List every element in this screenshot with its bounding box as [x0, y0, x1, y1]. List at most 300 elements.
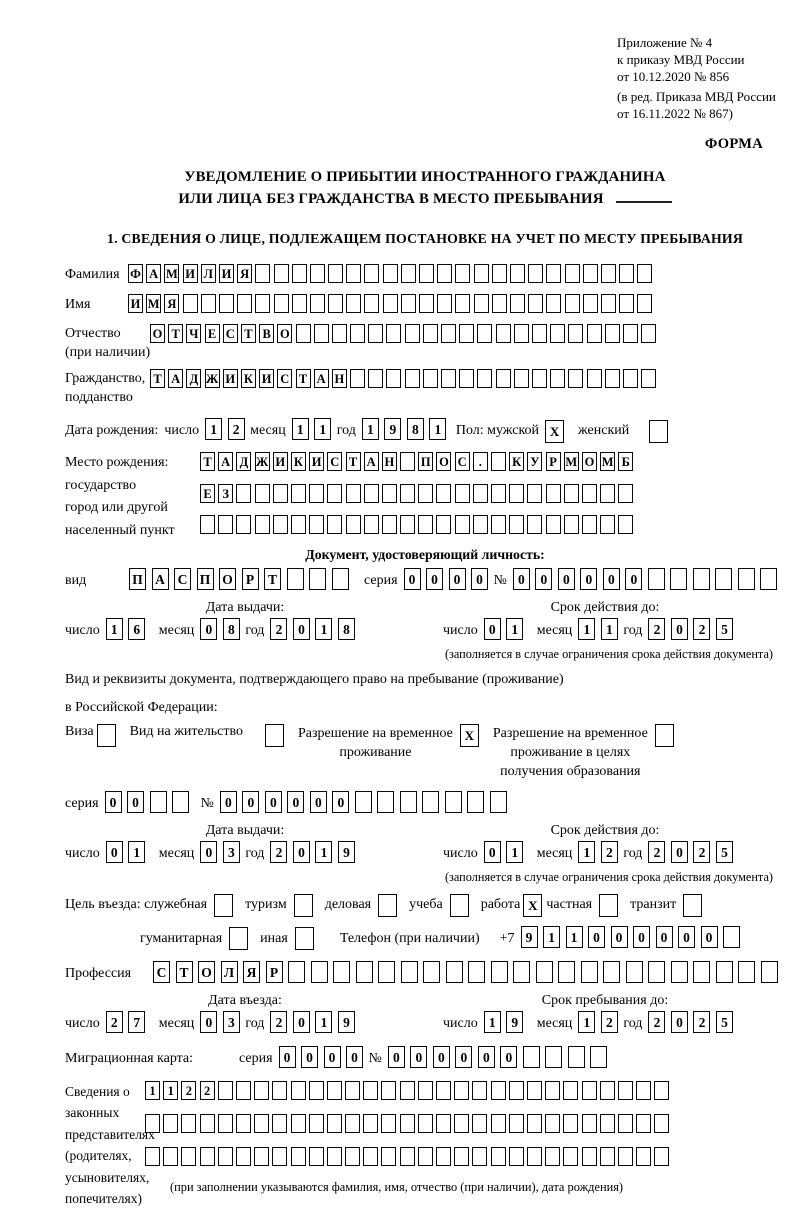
char-cell[interactable]: Т [241, 324, 256, 343]
char-cell[interactable] [400, 515, 415, 534]
char-cell[interactable]: 0 [449, 568, 466, 590]
char-cell[interactable] [310, 294, 325, 313]
char-cell[interactable] [618, 1114, 633, 1133]
purpose-work-checkbox[interactable]: X [523, 894, 542, 917]
char-cell[interactable] [309, 484, 324, 503]
char-cell[interactable] [292, 294, 307, 313]
char-cell[interactable]: 0 [200, 618, 217, 640]
char-cell[interactable] [496, 324, 511, 343]
char-cell[interactable]: 8 [223, 618, 240, 640]
char-cell[interactable] [491, 452, 506, 471]
char-cell[interactable] [491, 1081, 506, 1100]
char-cell[interactable]: А [152, 568, 169, 590]
char-cell[interactable] [386, 324, 401, 343]
char-cell[interactable]: 6 [128, 618, 145, 640]
char-cell[interactable]: 9 [338, 1011, 355, 1033]
char-cell[interactable]: 1 [506, 618, 523, 640]
char-cell[interactable] [564, 484, 579, 503]
char-cell[interactable]: 0 [471, 568, 488, 590]
char-cell[interactable] [314, 324, 329, 343]
char-cell[interactable]: У [527, 452, 542, 471]
char-cell[interactable] [418, 1114, 433, 1133]
char-cell[interactable] [368, 369, 383, 388]
char-cell[interactable] [400, 791, 417, 813]
char-cell[interactable] [364, 515, 379, 534]
char-cell[interactable] [345, 1114, 360, 1133]
char-cell[interactable] [201, 294, 216, 313]
char-cell[interactable] [491, 484, 506, 503]
char-cell[interactable]: 2 [200, 1081, 215, 1100]
char-cell[interactable] [400, 1081, 415, 1100]
char-cell[interactable]: Л [201, 264, 216, 283]
char-cell[interactable] [423, 324, 438, 343]
purpose-official-checkbox[interactable] [214, 894, 233, 917]
char-cell[interactable] [255, 484, 270, 503]
char-cell[interactable]: 2 [181, 1081, 196, 1100]
char-cell[interactable] [474, 294, 489, 313]
char-cell[interactable] [311, 961, 328, 983]
char-cell[interactable] [236, 515, 251, 534]
char-cell[interactable] [618, 515, 633, 534]
char-cell[interactable] [296, 324, 311, 343]
sex-male-checkbox[interactable]: X [545, 420, 564, 443]
char-cell[interactable] [405, 324, 420, 343]
char-cell[interactable]: 1 [145, 1081, 160, 1100]
char-cell[interactable]: К [241, 369, 256, 388]
char-cell[interactable]: 8 [338, 618, 355, 640]
char-cell[interactable] [532, 369, 547, 388]
char-cell[interactable]: А [218, 452, 233, 471]
purpose-business-checkbox[interactable] [378, 894, 397, 917]
char-cell[interactable]: 0 [404, 568, 421, 590]
char-cell[interactable] [172, 791, 189, 813]
char-cell[interactable] [436, 515, 451, 534]
char-cell[interactable] [350, 324, 365, 343]
char-cell[interactable]: 1 [292, 418, 309, 440]
char-cell[interactable] [364, 484, 379, 503]
char-cell[interactable] [491, 1114, 506, 1133]
char-cell[interactable] [437, 294, 452, 313]
char-cell[interactable]: С [223, 324, 238, 343]
char-cell[interactable] [218, 515, 233, 534]
char-cell[interactable]: 0 [200, 841, 217, 863]
char-cell[interactable]: 0 [671, 841, 688, 863]
char-cell[interactable]: 9 [338, 841, 355, 863]
char-cell[interactable]: 2 [693, 1011, 710, 1033]
char-cell[interactable]: 2 [693, 618, 710, 640]
char-cell[interactable]: Т [296, 369, 311, 388]
char-cell[interactable] [419, 294, 434, 313]
char-cell[interactable] [237, 294, 252, 313]
char-cell[interactable]: 0 [588, 926, 605, 948]
char-cell[interactable]: 2 [228, 418, 245, 440]
char-cell[interactable]: 0 [671, 1011, 688, 1033]
char-cell[interactable] [423, 369, 438, 388]
char-cell[interactable] [648, 568, 665, 590]
char-cell[interactable]: 0 [671, 618, 688, 640]
char-cell[interactable]: И [223, 369, 238, 388]
char-cell[interactable] [327, 1081, 342, 1100]
char-cell[interactable] [400, 484, 415, 503]
char-cell[interactable]: 0 [678, 926, 695, 948]
char-cell[interactable]: Ж [255, 452, 270, 471]
char-cell[interactable] [418, 515, 433, 534]
char-cell[interactable] [637, 294, 652, 313]
char-cell[interactable]: 1 [601, 618, 618, 640]
char-cell[interactable] [582, 1114, 597, 1133]
char-cell[interactable] [310, 264, 325, 283]
char-cell[interactable]: А [146, 264, 161, 283]
char-cell[interactable]: Т [346, 452, 361, 471]
char-cell[interactable]: О [219, 568, 236, 590]
char-cell[interactable] [605, 324, 620, 343]
char-cell[interactable] [558, 961, 575, 983]
char-cell[interactable] [474, 264, 489, 283]
char-cell[interactable] [346, 515, 361, 534]
char-cell[interactable] [545, 1081, 560, 1100]
char-cell[interactable]: Р [266, 961, 283, 983]
char-cell[interactable] [327, 484, 342, 503]
char-cell[interactable] [587, 369, 602, 388]
char-cell[interactable]: 0 [106, 841, 123, 863]
char-cell[interactable] [637, 264, 652, 283]
char-cell[interactable] [405, 369, 420, 388]
char-cell[interactable]: 0 [287, 791, 304, 813]
char-cell[interactable] [441, 324, 456, 343]
char-cell[interactable]: Д [186, 369, 201, 388]
purpose-other-checkbox[interactable] [295, 927, 314, 950]
purpose-tourism-checkbox[interactable] [294, 894, 313, 917]
char-cell[interactable]: Т [168, 324, 183, 343]
char-cell[interactable] [603, 961, 620, 983]
char-cell[interactable]: 1 [106, 618, 123, 640]
char-cell[interactable] [509, 1081, 524, 1100]
char-cell[interactable] [510, 264, 525, 283]
char-cell[interactable]: М [600, 452, 615, 471]
char-cell[interactable]: 2 [270, 1011, 287, 1033]
char-cell[interactable] [654, 1081, 669, 1100]
char-cell[interactable]: О [277, 324, 292, 343]
char-cell[interactable] [328, 264, 343, 283]
char-cell[interactable]: С [327, 452, 342, 471]
char-cell[interactable] [309, 568, 326, 590]
char-cell[interactable] [568, 324, 583, 343]
char-cell[interactable] [446, 961, 463, 983]
char-cell[interactable] [654, 1114, 669, 1133]
char-cell[interactable] [648, 961, 665, 983]
char-cell[interactable] [514, 369, 529, 388]
char-cell[interactable] [473, 484, 488, 503]
char-cell[interactable] [527, 484, 542, 503]
char-cell[interactable] [582, 515, 597, 534]
char-cell[interactable] [527, 1081, 542, 1100]
char-cell[interactable]: О [198, 961, 215, 983]
char-cell[interactable]: 0 [478, 1046, 495, 1068]
char-cell[interactable]: 0 [293, 618, 310, 640]
char-cell[interactable] [363, 1081, 378, 1100]
char-cell[interactable] [382, 484, 397, 503]
char-cell[interactable] [356, 961, 373, 983]
char-cell[interactable] [291, 1081, 306, 1100]
char-cell[interactable]: 0 [310, 791, 327, 813]
char-cell[interactable] [550, 324, 565, 343]
char-cell[interactable] [274, 264, 289, 283]
char-cell[interactable] [345, 1081, 360, 1100]
char-cell[interactable]: 0 [105, 791, 122, 813]
char-cell[interactable]: С [277, 369, 292, 388]
char-cell[interactable]: 0 [346, 1046, 363, 1068]
char-cell[interactable]: 5 [716, 618, 733, 640]
char-cell[interactable]: С [455, 452, 470, 471]
char-cell[interactable] [200, 515, 215, 534]
char-cell[interactable] [355, 791, 372, 813]
char-cell[interactable] [546, 264, 561, 283]
char-cell[interactable] [761, 961, 778, 983]
char-cell[interactable] [455, 294, 470, 313]
char-cell[interactable] [309, 1114, 324, 1133]
char-cell[interactable] [510, 294, 525, 313]
char-cell[interactable] [418, 484, 433, 503]
char-cell[interactable]: 1 [506, 841, 523, 863]
purpose-transit-checkbox[interactable] [683, 894, 702, 917]
char-cell[interactable] [472, 1081, 487, 1100]
char-cell[interactable] [273, 515, 288, 534]
char-cell[interactable]: Р [546, 452, 561, 471]
char-cell[interactable] [255, 264, 270, 283]
char-cell[interactable]: Т [264, 568, 281, 590]
char-cell[interactable] [455, 515, 470, 534]
char-cell[interactable] [600, 1081, 615, 1100]
char-cell[interactable] [513, 961, 530, 983]
char-cell[interactable] [273, 484, 288, 503]
char-cell[interactable] [382, 515, 397, 534]
char-cell[interactable]: 0 [293, 841, 310, 863]
char-cell[interactable]: 0 [656, 926, 673, 948]
char-cell[interactable]: А [314, 369, 329, 388]
char-cell[interactable] [619, 264, 634, 283]
char-cell[interactable]: Н [332, 369, 347, 388]
char-cell[interactable]: 2 [270, 841, 287, 863]
char-cell[interactable]: 1 [543, 926, 560, 948]
char-cell[interactable]: 2 [601, 841, 618, 863]
char-cell[interactable] [492, 264, 507, 283]
char-cell[interactable]: 1 [578, 1011, 595, 1033]
char-cell[interactable] [473, 515, 488, 534]
char-cell[interactable]: 0 [535, 568, 552, 590]
char-cell[interactable]: 1 [315, 1011, 332, 1033]
char-cell[interactable]: 0 [220, 791, 237, 813]
char-cell[interactable] [346, 264, 361, 283]
visa-checkbox[interactable] [97, 724, 116, 747]
char-cell[interactable] [738, 568, 755, 590]
char-cell[interactable] [163, 1114, 178, 1133]
char-cell[interactable]: 7 [128, 1011, 145, 1033]
char-cell[interactable]: . [473, 452, 488, 471]
char-cell[interactable] [496, 369, 511, 388]
char-cell[interactable] [236, 484, 251, 503]
char-cell[interactable] [377, 791, 394, 813]
char-cell[interactable] [327, 1114, 342, 1133]
char-cell[interactable] [423, 961, 440, 983]
char-cell[interactable]: 0 [513, 568, 530, 590]
char-cell[interactable] [568, 1046, 585, 1068]
char-cell[interactable]: 3 [223, 1011, 240, 1033]
char-cell[interactable] [368, 324, 383, 343]
char-cell[interactable] [546, 515, 561, 534]
char-cell[interactable] [254, 1114, 269, 1133]
char-cell[interactable] [436, 1081, 451, 1100]
char-cell[interactable]: З [218, 484, 233, 503]
char-cell[interactable] [455, 264, 470, 283]
char-cell[interactable] [381, 1081, 396, 1100]
char-cell[interactable]: 2 [270, 618, 287, 640]
char-cell[interactable] [218, 1081, 233, 1100]
char-cell[interactable]: Е [200, 484, 215, 503]
purpose-study-checkbox[interactable] [450, 894, 469, 917]
char-cell[interactable]: 1 [315, 618, 332, 640]
char-cell[interactable] [546, 484, 561, 503]
char-cell[interactable] [545, 1114, 560, 1133]
char-cell[interactable]: 2 [106, 1011, 123, 1033]
char-cell[interactable]: Т [176, 961, 193, 983]
char-cell[interactable]: Я [237, 264, 252, 283]
char-cell[interactable]: И [259, 369, 274, 388]
char-cell[interactable] [272, 1114, 287, 1133]
char-cell[interactable] [401, 264, 416, 283]
char-cell[interactable] [255, 294, 270, 313]
char-cell[interactable]: Б [618, 452, 633, 471]
char-cell[interactable] [582, 484, 597, 503]
char-cell[interactable] [509, 515, 524, 534]
char-cell[interactable]: Л [221, 961, 238, 983]
char-cell[interactable] [219, 294, 234, 313]
char-cell[interactable] [468, 961, 485, 983]
purpose-humanitarian-checkbox[interactable] [229, 927, 248, 950]
char-cell[interactable] [509, 1114, 524, 1133]
char-cell[interactable] [490, 791, 507, 813]
char-cell[interactable] [332, 568, 349, 590]
char-cell[interactable] [183, 294, 198, 313]
char-cell[interactable]: И [309, 452, 324, 471]
char-cell[interactable] [327, 515, 342, 534]
char-cell[interactable] [400, 1114, 415, 1133]
char-cell[interactable]: Ж [205, 369, 220, 388]
char-cell[interactable] [619, 294, 634, 313]
char-cell[interactable] [309, 515, 324, 534]
char-cell[interactable]: 0 [611, 926, 628, 948]
char-cell[interactable] [454, 1114, 469, 1133]
char-cell[interactable] [255, 515, 270, 534]
char-cell[interactable] [618, 484, 633, 503]
char-cell[interactable] [401, 961, 418, 983]
char-cell[interactable] [441, 369, 456, 388]
char-cell[interactable] [715, 568, 732, 590]
char-cell[interactable] [565, 294, 580, 313]
char-cell[interactable]: Я [243, 961, 260, 983]
char-cell[interactable]: 9 [506, 1011, 523, 1033]
char-cell[interactable]: 1 [362, 418, 379, 440]
char-cell[interactable] [536, 961, 553, 983]
char-cell[interactable]: 0 [388, 1046, 405, 1068]
char-cell[interactable]: 0 [484, 618, 501, 640]
char-cell[interactable]: 9 [521, 926, 538, 948]
char-cell[interactable] [436, 1114, 451, 1133]
char-cell[interactable] [333, 961, 350, 983]
char-cell[interactable] [477, 369, 492, 388]
char-cell[interactable]: М [146, 294, 161, 313]
char-cell[interactable]: 0 [625, 568, 642, 590]
char-cell[interactable]: 8 [407, 418, 424, 440]
char-cell[interactable] [601, 294, 616, 313]
char-cell[interactable] [378, 961, 395, 983]
char-cell[interactable] [291, 484, 306, 503]
char-cell[interactable]: 0 [127, 791, 144, 813]
char-cell[interactable] [145, 1114, 160, 1133]
char-cell[interactable]: 9 [384, 418, 401, 440]
char-cell[interactable]: 5 [716, 1011, 733, 1033]
char-cell[interactable]: В [259, 324, 274, 343]
char-cell[interactable]: П [197, 568, 214, 590]
char-cell[interactable]: 2 [601, 1011, 618, 1033]
vnj-checkbox[interactable] [265, 724, 284, 747]
char-cell[interactable]: С [153, 961, 170, 983]
char-cell[interactable]: 0 [410, 1046, 427, 1068]
char-cell[interactable]: 1 [578, 841, 595, 863]
char-cell[interactable] [383, 294, 398, 313]
char-cell[interactable] [514, 324, 529, 343]
char-cell[interactable] [445, 791, 462, 813]
char-cell[interactable] [528, 294, 543, 313]
char-cell[interactable] [527, 515, 542, 534]
char-cell[interactable]: 1 [315, 841, 332, 863]
char-cell[interactable] [641, 324, 656, 343]
char-cell[interactable] [364, 264, 379, 283]
char-cell[interactable] [236, 1081, 251, 1100]
char-cell[interactable]: 1 [578, 618, 595, 640]
char-cell[interactable] [509, 484, 524, 503]
char-cell[interactable] [693, 961, 710, 983]
char-cell[interactable]: К [291, 452, 306, 471]
char-cell[interactable] [491, 961, 508, 983]
char-cell[interactable]: С [174, 568, 191, 590]
char-cell[interactable] [332, 324, 347, 343]
char-cell[interactable]: 0 [332, 791, 349, 813]
char-cell[interactable]: Ф [128, 264, 143, 283]
char-cell[interactable] [760, 568, 777, 590]
char-cell[interactable] [418, 1081, 433, 1100]
char-cell[interactable] [528, 264, 543, 283]
char-cell[interactable]: 0 [603, 568, 620, 590]
char-cell[interactable] [400, 452, 415, 471]
char-cell[interactable] [523, 1046, 540, 1068]
char-cell[interactable]: 2 [648, 1011, 665, 1033]
char-cell[interactable] [581, 961, 598, 983]
char-cell[interactable] [288, 961, 305, 983]
char-cell[interactable] [309, 1081, 324, 1100]
char-cell[interactable] [472, 1114, 487, 1133]
char-cell[interactable] [587, 324, 602, 343]
char-cell[interactable] [492, 294, 507, 313]
char-cell[interactable] [564, 515, 579, 534]
char-cell[interactable] [419, 264, 434, 283]
char-cell[interactable] [236, 1114, 251, 1133]
char-cell[interactable] [532, 324, 547, 343]
char-cell[interactable] [459, 369, 474, 388]
char-cell[interactable] [568, 369, 583, 388]
char-cell[interactable]: 0 [301, 1046, 318, 1068]
char-cell[interactable]: 0 [200, 1011, 217, 1033]
char-cell[interactable]: 0 [558, 568, 575, 590]
